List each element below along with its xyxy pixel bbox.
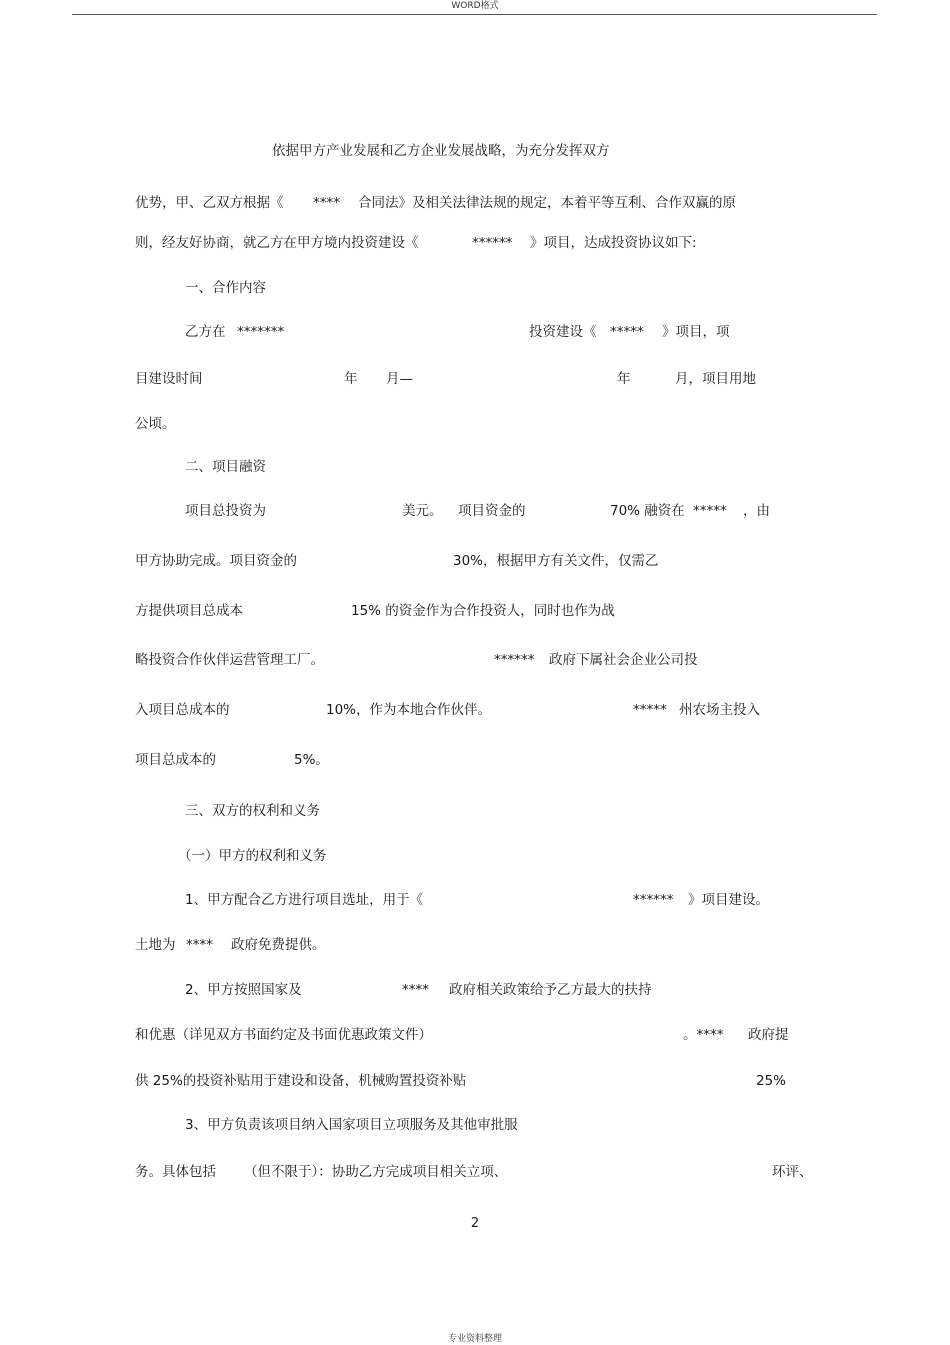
placeholder-mask: 。**** [683,1027,724,1043]
text-segment: 环评、 [772,1164,813,1180]
text-segment: 政府提 [748,1027,789,1043]
header-divider [72,14,877,15]
text-segment: 州农场主投入 [679,702,760,718]
text-segment: 甲方协助完成。项目资金的 [135,553,297,569]
text-segment: 25% [756,1073,787,1089]
page-number: 2 [470,1216,480,1231]
text-segment: 月，项目用地 [675,371,756,387]
text-segment: 1、甲方配合乙方进行项目选址，用于《 [185,892,424,908]
text-segment: 》项目，达成投资协议如下: [530,235,697,251]
text-segment: 15% 的资金作为合作投资人，同时也作为战 [351,603,615,619]
text-segment: 则，经友好协商，就乙方在甲方境内投资建设《 [135,235,419,251]
placeholder-mask: ***** [610,324,644,340]
text-segment: 70% 融资在 [610,503,685,519]
text-segment: ，由 [743,503,770,519]
text-segment: 项目总成本的 [135,752,216,768]
text-segment: 合同法》及相关法律法规的规定，本着平等互利、合作双赢的原 [358,195,736,211]
text-segment: 政府下属社会企业公司投 [549,652,698,668]
text-segment: （但不限于）：协助乙方完成项目相关立项、 [244,1164,508,1180]
text-segment: 政府免费提供。 [231,937,326,953]
text-segment: 项目总投资为 [185,503,266,519]
text-segment: 2、甲方按照国家及 [185,982,302,998]
placeholder-mask: ****** [494,652,535,668]
subsection-heading: （一）甲方的权利和义务 [178,848,327,864]
placeholder-mask: ******* [237,324,285,340]
text-segment: 》项目，项 [662,324,730,340]
text-segment: 入项目总成本的 [135,702,230,718]
text-segment: 和优惠（详见双方书面约定及书面优惠政策文件） [135,1027,432,1043]
text-segment: 》项目建设。 [688,892,769,908]
text-segment: 投资建设《 [529,324,597,340]
section-heading: 三、双方的权利和义务 [185,803,320,819]
placeholder-mask: ***** [693,503,727,519]
placeholder-mask: ***** [633,702,667,718]
text-segment: 年 [344,371,358,387]
text-segment: 公顷。 [135,416,176,432]
placeholder-mask: **** [313,195,340,211]
page-footer: 专业资料整理 [447,1334,502,1344]
text-segment: 优势，甲、乙双方根据《 [135,195,284,211]
text-segment: 供 25%的投资补贴用于建设和设备，机械购置投资补贴 [135,1073,467,1089]
text-segment: 乙方在 [185,324,226,340]
text-segment: 政府相关政策给予乙方最大的扶持 [449,982,652,998]
text-segment: 30%，根据甲方有关文件，仅需乙 [453,553,659,569]
placeholder-mask: **** [402,982,429,998]
text-segment: 月— [386,371,413,387]
text-segment: 5%。 [294,752,329,768]
text-segment: 务。具体包括 [135,1164,216,1180]
placeholder-mask: ****** [633,892,674,908]
text-segment: 土地为 [135,937,176,953]
placeholder-mask: **** [186,937,213,953]
text-segment: 项目资金的 [458,503,526,519]
text-segment: 依据甲方产业发展和乙方企业发展战略，为充分发挥双方 [272,143,610,159]
text-segment: 目建设时间 [135,371,203,387]
text-segment: 3、甲方负责该项目纳入国家项目立项服务及其他审批服 [185,1117,518,1133]
placeholder-mask: ****** [472,235,513,251]
text-segment: 10%，作为本地合作伙伴。 [326,702,492,718]
section-heading: 一、合作内容 [185,280,266,296]
section-heading: 二、项目融资 [185,459,266,475]
text-segment: 美元。 [402,503,443,519]
text-segment: 年 [617,371,631,387]
text-segment: 方提供项目总成本 [135,603,243,619]
text-segment: 略投资合作伙伴运营管理工厂。 [135,652,324,668]
page-header: WORD格式 [451,1,499,11]
